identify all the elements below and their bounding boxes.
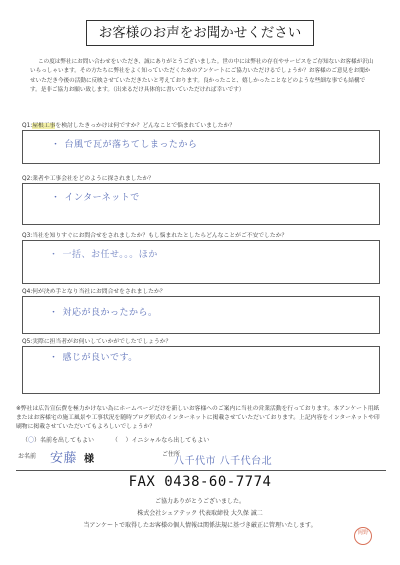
fax-number: FAX 0438-60-7774 — [128, 474, 272, 490]
name-handwriting[interactable]: 安藤 — [50, 451, 78, 466]
question-number: Q4: — [22, 289, 33, 295]
answer-5-handwriting: ・ 感じが良いです。 — [49, 353, 138, 363]
answer-box-3[interactable] — [22, 240, 380, 284]
name-address-row — [16, 447, 386, 471]
answer-1-handwriting: ・ 台風で瓦が落ちてしまったから — [51, 140, 198, 150]
question-3-label — [22, 230, 287, 239]
answer-3-handwriting: ・ 一括、お任せ。。。ほか — [49, 250, 158, 260]
page-title: お客様のお声をお聞かせください — [86, 20, 314, 46]
intro-paragraph: この度は弊社にお問い合わせをいただき、誠にありがとうございました。世の中には弊社の存在やサービスをご存知ないお客様が沢山いらっしゃいます。その方たちに弊社をよく知っていただくためのアンケートにご協力いただけるでしょうか？お客様のご意見をお聞かせいただき今後の活動に反映させていただきたいと考えております。良かったこと、嬉しかったことなどのような些細な事でも結構です。是非ご協力お願い致します。（出来るだけ具体的に書いていただければ幸いです） — [30, 59, 374, 94]
question-text: 実際に担当者がお伺いしていかがでしたでしょうか？ — [32, 339, 172, 345]
answer-4-handwriting: ・ 対応が良かったから。 — [49, 308, 158, 318]
name-suffix: 様 — [84, 454, 94, 465]
consent-option-2-label: イニシャルなら出してもよい — [131, 437, 210, 444]
publication-consent — [22, 435, 209, 444]
privacy-notice: 当アンケートで取得したお客様の個人情報は関係法規に基づき厳正に管理いたします。 — [83, 522, 317, 529]
question-number: Q1: — [22, 123, 33, 129]
seal-stamp-icon: 岡野 — [354, 527, 372, 545]
question-text: 何が決め手となり当社にお問合せをされましたか？ — [32, 289, 166, 295]
answer-2-handwriting: ・ インターネットで — [51, 193, 140, 203]
name-label: お名前 — [18, 453, 37, 460]
consent-option-2-checkbox[interactable]: （ ） — [111, 437, 132, 444]
address-label: ご住所 — [162, 451, 181, 458]
question-text: 当社を知りすぐにお問合せをされましたか？もし悩まれたとしたらどんなことがご不安でしたか？ — [32, 233, 288, 239]
consent-option-1-checkbox[interactable]: （〇） — [22, 437, 41, 444]
question-number: Q2: — [22, 176, 33, 182]
question-5-label — [22, 336, 171, 345]
answer-box-2[interactable] — [22, 183, 380, 225]
question-4-label — [22, 286, 166, 295]
company-info: 株式会社シェアテック 代表取締役 大久保 誠二 — [137, 510, 263, 517]
thanks-text: ご協力ありがとうございました。 — [154, 498, 245, 505]
answer-box-5[interactable] — [22, 346, 380, 394]
question-number: Q3: — [22, 233, 33, 239]
question-text: を検討したきっかけは何ですか？どんなことで悩まれていましたか？ — [55, 123, 236, 129]
question-1-label — [22, 120, 235, 129]
question-text: 業者や工事会社をどのように探されましたか？ — [32, 176, 154, 182]
answer-box-1[interactable] — [22, 130, 380, 164]
answer-box-4[interactable] — [22, 296, 380, 334]
question-number: Q5: — [22, 339, 33, 345]
question-highlight: 屋根工事 — [32, 123, 56, 129]
consent-option-1-label: 名前を出してもよい — [40, 437, 95, 444]
question-2-label — [22, 173, 154, 182]
address-handwriting[interactable]: 八千代市 八千代台北 — [174, 456, 273, 467]
publication-notice: ※弊社は広告宣伝費を極力かけない為にホームページだけを新しいお客様へのご案内に当社の営業活動を行っております。本アンケート用紙またはお客様宅の施工風景や工事状況を随時ブログ形式のインターネットに掲載させていただいております。上記内容をインターネットや印刷物に掲載させていただいてもよろしいでしょうか？ — [16, 406, 380, 431]
